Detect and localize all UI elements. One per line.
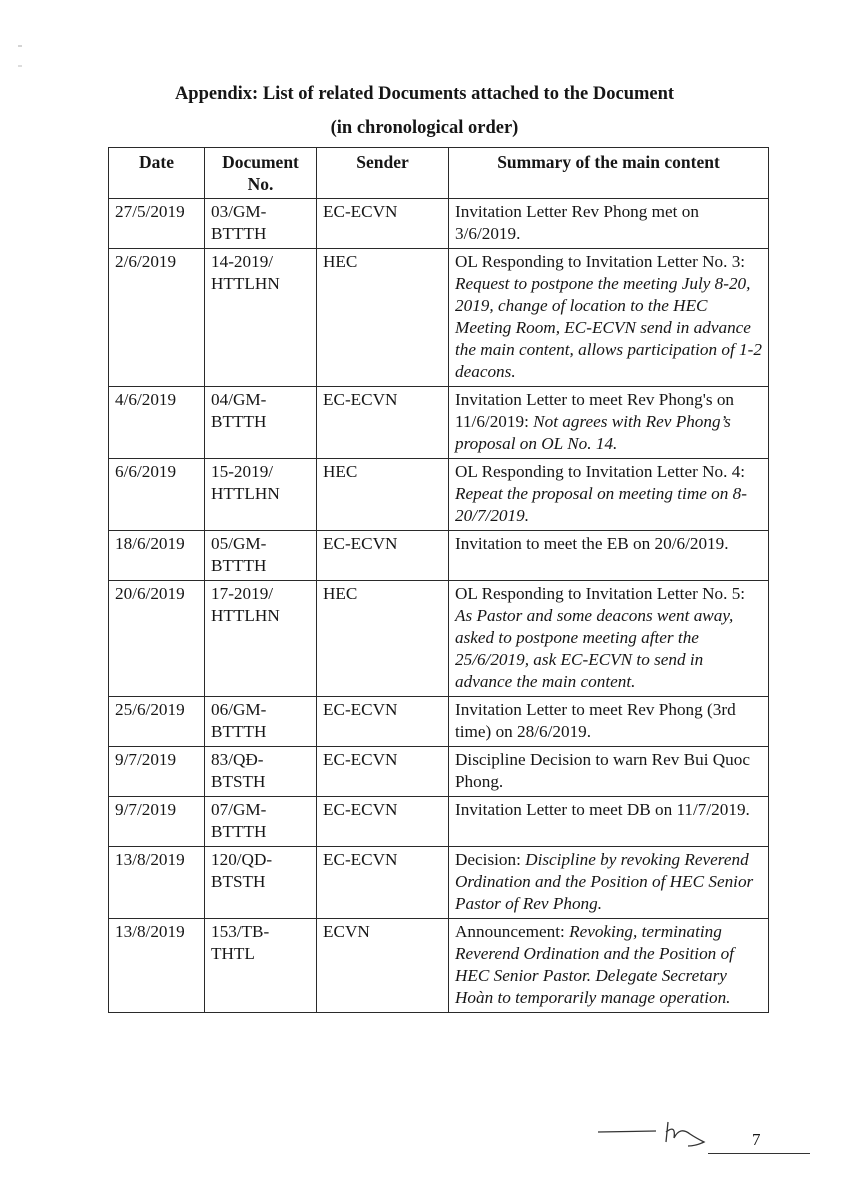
margin-marks [16,40,26,85]
cell-sender: EC-ECVN [317,847,449,919]
cell-date: 18/6/2019 [109,531,205,581]
cell-sender: HEC [317,459,449,531]
column-header-document-no: Document No. [205,148,317,199]
cell-document-no: 14-2019/ HTTLHN [205,249,317,387]
summary-italic-text: Not agrees with Rev Phong’s proposal on OL No. 14. [455,412,731,453]
cell-summary [449,747,769,797]
table-row [109,919,769,1013]
column-header-sender: Sender [317,148,449,199]
cell-sender: EC-ECVN [317,697,449,747]
cell-date: 13/8/2019 [109,847,205,919]
summary-text: Invitation Letter to meet DB on 11/7/2019. [455,800,750,819]
cell-sender: EC-ECVN [317,797,449,847]
cell-document-no: 17-2019/ HTTLHN [205,581,317,697]
cell-summary [449,387,769,459]
cell-sender: EC-ECVN [317,199,449,249]
cell-date: 25/6/2019 [109,697,205,747]
summary-italic-text: Discipline by revoking Reverend Ordination and the Position of HEC Senior Pastor of Rev Phong. [455,850,754,913]
cell-sender: HEC [317,249,449,387]
table-header-row [109,148,769,199]
table-row [109,581,769,697]
cell-summary [449,531,769,581]
page-number: 7 [752,1130,761,1149]
cell-date: 13/8/2019 [109,919,205,1013]
handwritten-signature-icon [596,1112,726,1162]
cell-document-no: 15-2019/ HTTLHN [205,459,317,531]
cell-summary [449,847,769,919]
summary-text: OL Responding to Invitation Letter No. 4: [455,462,746,481]
summary-italic-text: Repeat the proposal on meeting time on 8-20/7/2019. [455,484,747,525]
cell-document-no: 04/GM-BTTTH [205,387,317,459]
cell-document-no: 83/QĐ-BTSTH [205,747,317,797]
table-row [109,199,769,249]
summary-text: Invitation Letter to meet Rev Phong (3rd time) on 28/6/2019. [455,700,736,741]
cell-document-no: 05/GM-BTTTH [205,531,317,581]
cell-sender: ECVN [317,919,449,1013]
table-row [109,459,769,531]
cell-document-no: 120/QD-BTSTH [205,847,317,919]
signature-underline [708,1153,810,1154]
table-body [109,199,769,1013]
summary-italic-text: Request to postpone the meeting July 8-20, 2019, change of location to the HEC Meeting Room, EC-ECVN send in advance the main content, allows participation of 1-2 deacons. [455,274,762,381]
cell-document-no: 06/GM-BTTTH [205,697,317,747]
cell-summary [449,797,769,847]
cell-document-no: 153/TB-THTL [205,919,317,1013]
cell-summary [449,581,769,697]
table-row [109,249,769,387]
cell-summary [449,697,769,747]
cell-document-no: 07/GM-BTTTH [205,797,317,847]
cell-sender: EC-ECVN [317,747,449,797]
summary-text: Invitation Letter to meet Rev Phong's on 11/6/2019: [455,390,735,431]
cell-summary [449,459,769,531]
summary-text: Invitation to meet the EB on 20/6/2019. [455,534,729,553]
summary-text: OL Responding to Invitation Letter No. 3: [455,252,746,271]
table-row [109,387,769,459]
cell-date: 9/7/2019 [109,747,205,797]
summary-text: Announcement: [455,922,565,941]
cell-sender: EC-ECVN [317,531,449,581]
table-row [109,797,769,847]
cell-date: 27/5/2019 [109,199,205,249]
summary-italic-text: As Pastor and some deacons went away, asked to postpone meeting after the 25/6/2019, ask EC-ECVN to send in advance the main content. [455,606,734,691]
cell-sender: HEC [317,581,449,697]
table-row [109,847,769,919]
summary-text: Decision: [455,850,521,869]
summary-text: Discipline Decision to warn Rev Bui Quoc Phong. [455,750,750,791]
cell-document-no: 03/GM-BTTTH [205,199,317,249]
cell-sender: EC-ECVN [317,387,449,459]
column-header-summary: Summary of the main content [449,148,769,199]
cell-date: 6/6/2019 [109,459,205,531]
summary-text: Invitation Letter Rev Phong met on 3/6/2019. [455,202,699,243]
cell-date: 4/6/2019 [109,387,205,459]
documents-table [108,147,769,1013]
cell-summary [449,919,769,1013]
cell-date: 20/6/2019 [109,581,205,697]
summary-italic-text: Revoking, terminating Reverend Ordination and the Position of HEC Senior Pastor. Delegate Secretary Hoàn to temporarily manage operation. [455,922,734,1007]
cell-date: 2/6/2019 [109,249,205,387]
table-row [109,697,769,747]
cell-date: 9/7/2019 [109,797,205,847]
document-title: Appendix: List of related Documents attached to the Document [174,84,675,104]
document-subtitle: (in chronological order) [330,118,519,138]
summary-text: OL Responding to Invitation Letter No. 5: [455,584,746,603]
cell-summary [449,199,769,249]
table-row [109,531,769,581]
table-row [109,747,769,797]
column-header-date: Date [109,148,205,199]
cell-summary [449,249,769,387]
